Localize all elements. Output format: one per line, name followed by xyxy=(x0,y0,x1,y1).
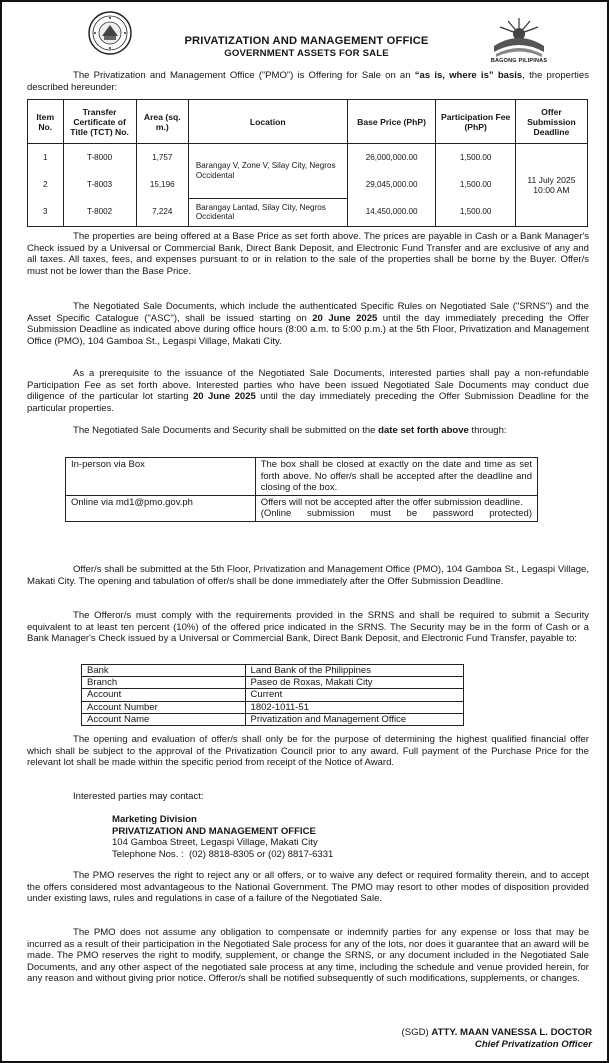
cell-area: 15,196 xyxy=(136,171,188,198)
submission-note: The box shall be closed at exactly on the date and time as set forth above. No offer/s shall be accepted after the deadline and closing of the box. xyxy=(255,458,537,496)
bank-value: Land Bank of the Philippines xyxy=(245,665,463,677)
cell-location: Barangay V, Zone V, Silay City, Negros Occidental xyxy=(188,144,347,199)
cell-tct: T-8000 xyxy=(63,144,136,172)
submission-mode: In-person via Box xyxy=(66,458,256,496)
cell-item: 2 xyxy=(28,171,64,198)
cell-location: Barangay Lantad, Silay City, Negros Occidental xyxy=(188,198,347,226)
online-note: Offers will not be accepted after the offer submission deadline. xyxy=(260,496,523,508)
bank-value: Privatization and Management Office xyxy=(245,713,463,725)
table-row xyxy=(82,689,464,701)
disclaimer-paragraph: The PMO does not assume any obligation to compensate or indemnify parties for any expense or loss that may be incurred as a result of their participation in the Negotiated Sale process for any of the lots, nor does it guarantee that an award will be made. The PMO reserves the right to modify, supplement, or change the SRNS, or any document included in the Negotiated Sale Documents, and any other aspect of the negotiated sale process at any time, including the schedule and venue provided herein, for any reason and without giving prior notice. Offeror/s shall be notified subsequently of such modifications, supplements, or changes. xyxy=(27,927,589,985)
bank-label: Account xyxy=(82,689,246,701)
evaluation-paragraph: The opening and evaluation of offer/s shall only be for the purpose of determining the highest qualified financial offer which shall be subject to the approval of the Privatization Council prior to any award. Full payment of the Purchase Price for the relevant lot shall be made within the specific period from receipt of the Notice of Award. xyxy=(27,734,589,769)
table-row xyxy=(28,144,588,172)
contact-block xyxy=(112,814,333,860)
table-row xyxy=(82,665,464,677)
contact-office: PRIVATIZATION AND MANAGEMENT OFFICE xyxy=(112,825,316,837)
submission-note xyxy=(255,495,537,521)
table-row xyxy=(28,198,588,226)
bank-label: Account Number xyxy=(82,701,246,713)
cell-base-price: 14,450,000.00 xyxy=(347,198,436,226)
notice-subtitle: GOVERNMENT ASSETS FOR SALE xyxy=(224,48,389,59)
cell-deadline xyxy=(515,144,587,227)
cell-base-price: 26,000,000.00 xyxy=(347,144,436,172)
contact-phones: Telephone Nos. : (02) 8818-8305 or (02) 8817-6331 xyxy=(112,848,334,860)
signatory-name-line: (SGD) ATTY. MAAN VANESSA L. DOCTOR xyxy=(401,1027,592,1038)
documents-paragraph: The Negotiated Sale Documents, which include the authenticated Specific Rules on Negotiated Sale ("SRNS") and the Asset Specific Catalogue ("ASC"), shall be issued starting on 20 June 2025 until the day immediately preceding the Offer Submission Deadline as indicated above during office hours (8:00 a.m. to 5:00 p.m.) at the 5th Floor, Privatization and Management Office (PMO), 104 Gamboa St., Legaspi Village, Makati City. xyxy=(27,301,589,347)
bank-label: Account Name xyxy=(82,713,246,725)
cell-fee: 1,500.00 xyxy=(436,144,515,172)
signatory-title: Chief Privatization Officer xyxy=(474,1039,592,1050)
header-area: Area (sq. m.) xyxy=(136,100,188,144)
bank-value: 1802-1011-51 xyxy=(245,701,463,713)
venue-paragraph: Offer/s shall be submitted at the 5th Floor, Privatization and Management Office (PMO), 104 Gamboa St., Legaspi Village, Makati City. The opening and tabulation of offer/s shall be done immediately after the Offer Submission Deadline. xyxy=(27,564,589,587)
table-row xyxy=(82,701,464,713)
bank-value: Paseo de Roxas, Makati City xyxy=(245,677,463,689)
cell-tct: T-8002 xyxy=(63,198,136,226)
cell-fee: 1,500.00 xyxy=(436,198,515,226)
office-title: PRIVATIZATION AND MANAGEMENT OFFICE xyxy=(184,35,429,47)
property-table xyxy=(27,99,588,227)
signatory-name: ATTY. MAAN VANESSA L. DOCTOR xyxy=(431,1027,592,1038)
submission-table xyxy=(65,457,538,522)
header-base-price: Base Price (PhP) xyxy=(347,100,436,144)
reservation-paragraph: The PMO reserves the right to reject any or all offers, or to waive any defect or required formality therein, and to accept the offers considered most advantageous to the National Government. The PMO may resort to other modes of disposition provided under existing laws, rules and regulations in case of a failure of the Negotiated Sale. xyxy=(27,870,589,905)
submission-mode: Online via md1@pmo.gov.ph xyxy=(66,495,256,521)
cell-tct: T-8003 xyxy=(63,171,136,198)
bank-label: Branch xyxy=(82,677,246,689)
cell-item: 3 xyxy=(28,198,64,226)
cell-base-price: 29,045,000.00 xyxy=(347,171,436,198)
table-header-row xyxy=(28,100,588,144)
cell-area: 1,757 xyxy=(136,144,188,172)
participation-fee-paragraph: As a prerequisite to the issuance of the Negotiated Sale Documents, interested parties shall pay a non-refundable Participation Fee as set forth above. Interested parties who have been issued Negotiated Sale Documents may conduct due diligence of the particular lot starting 20 June 2025 until the day immediately preceding the Offer Submission Deadline for the particular properties. xyxy=(27,368,589,414)
header-item: Item No. xyxy=(28,100,64,144)
security-paragraph: The Offeror/s must comply with the requirements provided in the SRNS and shall be required to submit a Security equivalent to at least ten percent (10%) of the offered price indicated in the SRNS. The Security may be in the form of Cash or a Bank Manager's Check issued by a Universal or Commercial Bank, Direct Bank Deposit, and Electronic Fund Transfer, payable to: xyxy=(27,610,589,645)
online-note-password: (Online submission must be password protected) xyxy=(260,508,532,520)
contact-division: Marketing Division xyxy=(112,814,197,825)
intro-paragraph: The Privatization and Management Office (”PMO”) is Offering for Sale on an “as is, where is” basis, the properties described hereunder: xyxy=(27,70,590,93)
bank-label: Bank xyxy=(82,665,246,677)
header-tct: Transfer Certificate of Title (TCT) No. xyxy=(63,100,136,144)
deadline-text: 11 July 2025 10:00 AM xyxy=(527,174,576,195)
table-row xyxy=(66,458,538,496)
signature-block xyxy=(342,1027,592,1051)
bank-details-table xyxy=(81,664,464,726)
cell-fee: 1,500.00 xyxy=(436,171,515,198)
header-location: Location xyxy=(188,100,347,144)
submission-paragraph: The Negotiated Sale Documents and Security shall be submitted on the date set forth above through: xyxy=(73,425,507,436)
contact-address: 104 Gamboa Street, Legaspi Village, Makati City xyxy=(112,837,318,849)
header-deadline: Offer Submission Deadline xyxy=(515,100,587,144)
pricing-paragraph: The properties are being offered at a Base Price as set forth above. The prices are payable in Cash or a Bank Manager's Check issued by a Universal or Commercial Bank, Direct Bank Deposit, and Electronic Fund Transfer and are exclusive of any and all taxes. All taxes, fees, and expenses pursuant to or in relation to the sale of the properties shall be borne by the Buyer. Offer/s must not be lower than the Base Price. xyxy=(27,231,589,277)
cell-item: 1 xyxy=(28,144,64,172)
cell-area: 7,224 xyxy=(136,198,188,226)
table-row xyxy=(66,495,538,521)
table-row xyxy=(82,713,464,725)
bank-value: Current xyxy=(245,689,463,701)
table-row xyxy=(82,677,464,689)
header-participation-fee: Participation Fee (PhP) xyxy=(436,100,515,144)
contact-intro: Interested parties may contact: xyxy=(73,791,204,802)
logo-caption: BAGONG PILIPINAS xyxy=(490,58,548,64)
